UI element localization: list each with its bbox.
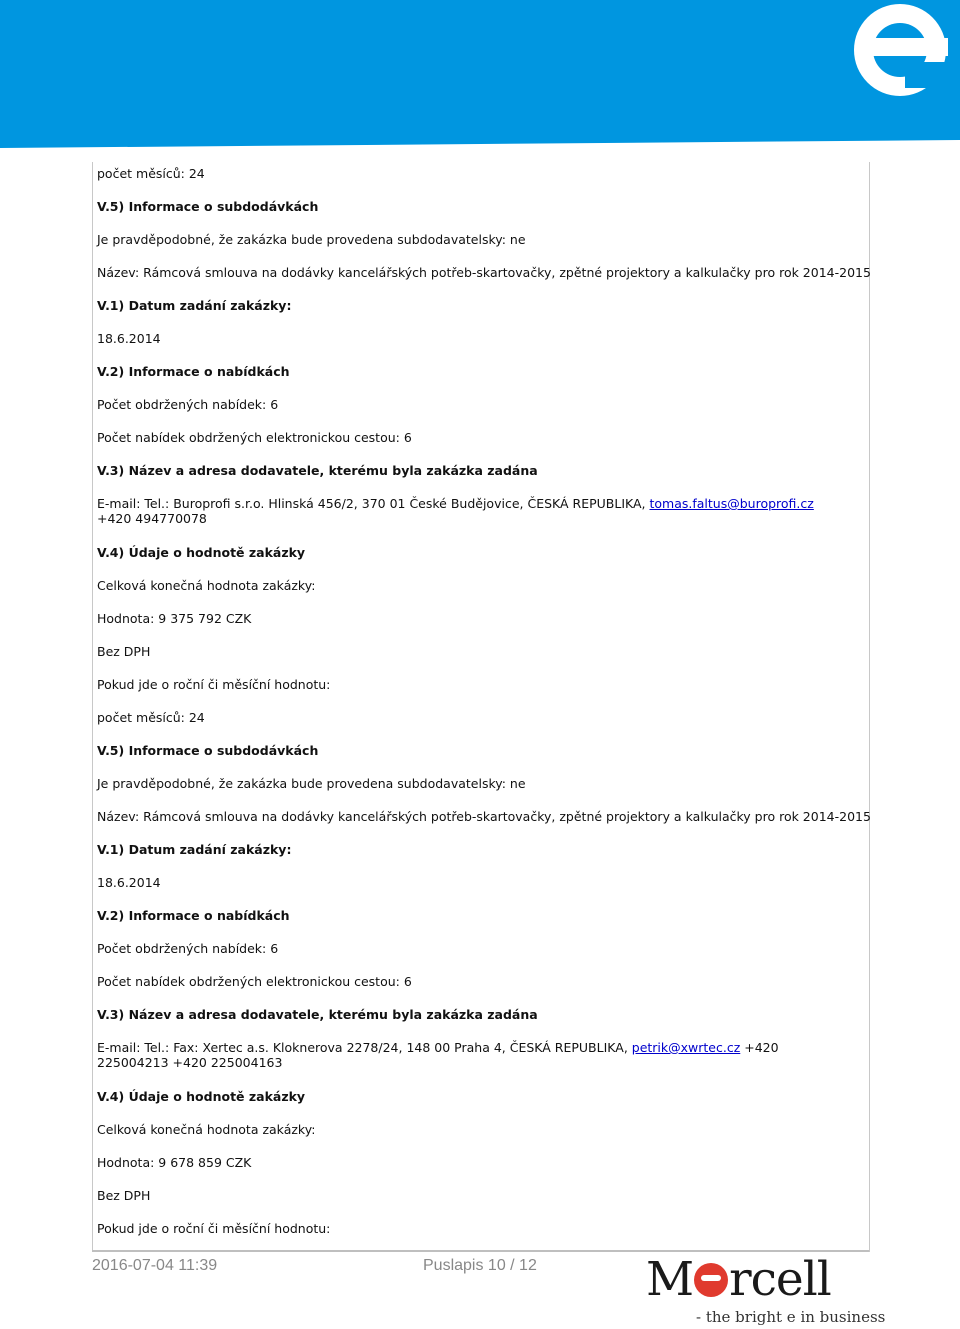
award-date-line: 18.6.2014 — [97, 875, 161, 890]
section-heading: V.2) Informace o nabídkách — [97, 364, 290, 379]
annual-monthly-line: Pokud jde o roční či měsíční hodnotu: — [97, 677, 331, 692]
logo-tagline: - the bright e in business — [696, 1308, 886, 1326]
vat-line: Bez DPH — [97, 644, 151, 659]
offers-count-line: Počet obdržených nabídek: 6 — [97, 397, 279, 412]
annual-monthly-line: Pokud jde o roční či měsíční hodnotu: — [97, 1221, 331, 1236]
electronic-offers-line: Počet nabídek obdržených elektronickou cestou: 6 — [97, 430, 412, 445]
award-date-line: 18.6.2014 — [97, 331, 161, 346]
contract-name-line: Název: Rámcová smlouva na dodávky kancelářských potřeb-skartovačky, zpětné projektory a kalkulačky pro rok 2014-2015 — [97, 265, 871, 280]
supplier-email-link[interactable]: petrik@xwrtec.cz — [631, 1040, 741, 1055]
marcell-logo — [640, 1252, 886, 1329]
supplier-address-text: E-mail: Tel.: Buroprofi s.r.o. Hlinská 456/2, 370 01 České Budějovice, ČESKÁ REPUBLIKA, — [97, 496, 650, 511]
supplier-phone-text: +420 494770078 — [97, 511, 207, 526]
section-heading: V.5) Informace o subdodávkách — [97, 743, 319, 758]
contract-name-line: Název: Rámcová smlouva na dodávky kancelářských potřeb-skartovačky, zpětné projektory a kalkulačky pro rok 2014-2015 — [97, 809, 871, 824]
logo-wordmark — [646, 1252, 831, 1307]
supplier-address-line — [97, 496, 842, 526]
section-heading: V.1) Datum zadání zakázky: — [97, 298, 292, 313]
subcontract-line: Je pravděpodobné, že zakázka bude provedena subdodavatelsky: ne — [97, 232, 526, 247]
logo-text-end: rcell — [729, 1252, 831, 1307]
electronic-offers-line: Počet nabídek obdržených elektronickou cestou: 6 — [97, 974, 412, 989]
logo-text-start: M — [646, 1252, 694, 1307]
total-value-label: Celková konečná hodnota zakázky: — [97, 1122, 316, 1137]
footer-page-number: Puslapis 10 / 12 — [423, 1257, 537, 1274]
supplier-address-line — [97, 1040, 842, 1070]
months-count-line: počet měsíců: 24 — [97, 166, 205, 181]
header-band — [0, 0, 960, 162]
section-heading: V.1) Datum zadání zakázky: — [97, 842, 292, 857]
section-heading: V.3) Název a adresa dodavatele, kterému byla zakázka zadána — [97, 1007, 538, 1022]
months-count-line: počet měsíců: 24 — [97, 710, 205, 725]
section-heading: V.4) Údaje o hodnotě zakázky — [97, 545, 306, 560]
section-heading: V.5) Informace o subdodávkách — [97, 199, 319, 214]
total-value-label: Celková konečná hodnota zakázky: — [97, 578, 316, 593]
section-heading: V.2) Informace o nabídkách — [97, 908, 290, 923]
supplier-address-text: E-mail: Tel.: Fax: Xertec a.s. Kloknerova 2278/24, 148 00 Praha 4, ČESKÁ REPUBLIKA, — [97, 1040, 632, 1055]
footer-timestamp: 2016-07-04 11:39 — [92, 1257, 218, 1274]
section-heading: V.3) Název a adresa dodavatele, kterému byla zakázka zadána — [97, 463, 538, 478]
header-logo-mark — [0, 0, 960, 162]
value-line: Hodnota: 9 375 792 CZK — [97, 611, 252, 626]
supplier-email-link[interactable]: tomas.faltus@buroprofi.cz — [649, 496, 814, 511]
subcontract-line: Je pravděpodobné, že zakázka bude provedena subdodavatelsky: ne — [97, 776, 526, 791]
supplier-phone-text: +420 225004213 +420 225004163 — [97, 1040, 779, 1070]
offers-count-line: Počet obdržených nabídek: 6 — [97, 941, 279, 956]
vat-line: Bez DPH — [97, 1188, 151, 1203]
section-heading: V.4) Údaje o hodnotě zakázky — [97, 1089, 306, 1104]
value-line: Hodnota: 9 678 859 CZK — [97, 1155, 252, 1170]
logo-e-icon — [694, 1263, 728, 1297]
